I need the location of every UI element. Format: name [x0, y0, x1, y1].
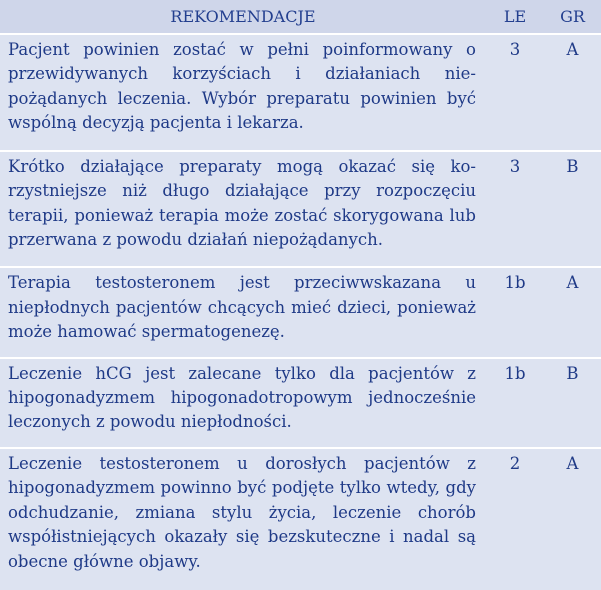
level-of-evidence: 3 [509, 40, 521, 59]
header-recommendations: REKOMENDACJE [0, 0, 486, 34]
grade-of-recommendation: B [566, 363, 579, 383]
table-row [0, 151, 601, 268]
level-of-evidence: 2 [509, 453, 521, 473]
level-of-evidence: 3 [509, 156, 521, 176]
grade-of-recommendation: A [566, 453, 579, 473]
recommendation-text: Terapia testosteronem jest przeciwwskazana u niepłodnych pacjentów chcących mieć dzieci, ponieważ może hamować spermatogenezę. [8, 273, 476, 342]
header-row [0, 0, 601, 34]
recommendation-text: Krótko działające preparaty mogą okazać się korzystniejsze niż długo działające przy rozpoczęciu terapii, ponieważ terapia może zostać skorygowana lub przerwana z powodu działań niepożądanych. [8, 156, 476, 249]
header-gr: GR [544, 0, 601, 34]
level-of-evidence: 1b [504, 363, 526, 383]
table-header [0, 0, 601, 34]
table-row [0, 34, 601, 151]
grade-of-recommendation: B [566, 156, 579, 176]
recommendation-text: Leczenie hCG jest zalecane tylko dla pacjentów z hipogonadyzmem hipogonadotropowym jednocześnie leczonych z powodu niepłodności. [8, 363, 476, 432]
grade-of-recommendation: A [566, 40, 579, 59]
level-of-evidence: 1b [504, 273, 526, 293]
table-row [0, 448, 601, 590]
table-row [0, 267, 601, 357]
grade-of-recommendation: A [566, 273, 579, 293]
table-body [0, 34, 601, 590]
table-row [0, 358, 601, 448]
header-le: LE [486, 0, 544, 34]
recommendation-text: Leczenie testosteronem u dorosłych pacjentów z hipogonadyzmem powinno być podjęte tylko wtedy, gdy odchudzanie, zmiana stylu życia, leczenie chorób współistniejących okazały się bezskuteczne i nadal są obecne główne objawy. [8, 453, 476, 571]
recommendation-text: Pacjent powinien zostać w pełni poinformowany o przewidywanych korzyściach i działaniach niepożądanych leczenia. Wybór preparatu powinien być wspólną decyzją pacjenta i lekarza. [8, 40, 476, 133]
